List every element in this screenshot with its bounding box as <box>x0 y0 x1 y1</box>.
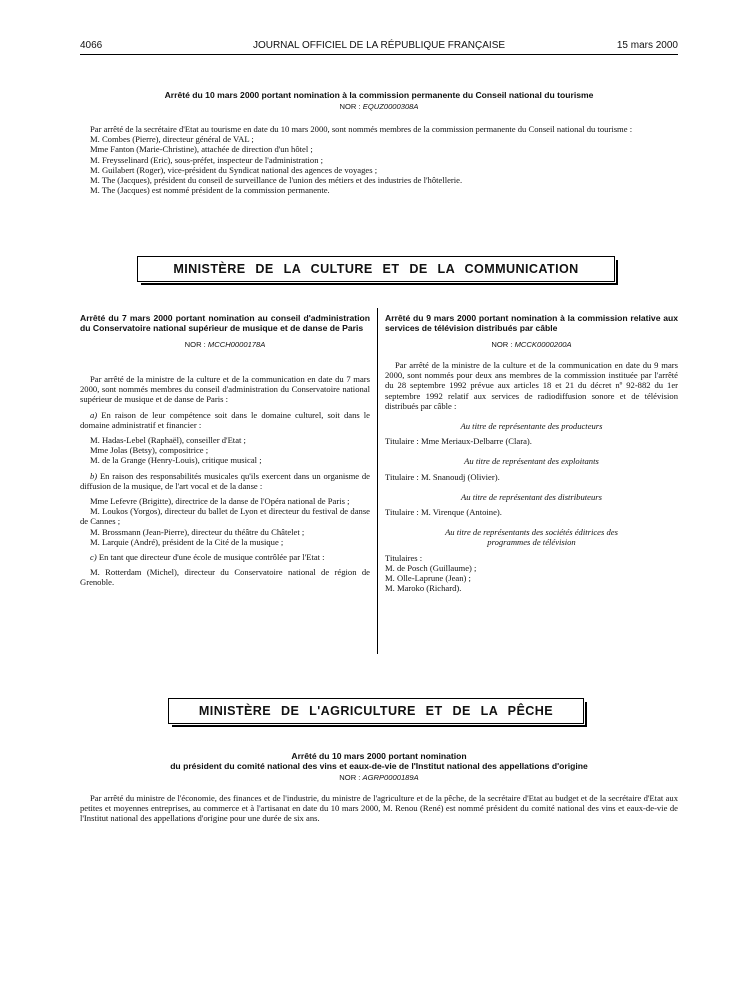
nor-reference <box>80 102 678 112</box>
ministry-name: MINISTÈRE DE L'AGRICULTURE ET DE LA PÊCHE <box>198 704 554 718</box>
group-marker: a) <box>90 409 98 420</box>
titulaire-line: Titulaires : <box>385 552 423 563</box>
group-marker: b) <box>90 470 98 481</box>
titulaire-line: Titulaire : M. Snanoudj (Olivier). <box>385 471 500 482</box>
ministry-banner-agriculture <box>168 698 584 724</box>
decree-body <box>80 793 678 824</box>
member-line: Mme Lefevre (Brigitte), directrice de la danse de l'Opéra national de Paris ; <box>90 496 350 507</box>
titulaire-line: M. Olle-Laprune (Jean) ; <box>385 573 471 584</box>
member-line: M. Rotterdam (Michel), directeur du Conservatoire national de région de Grenoble. <box>80 567 370 588</box>
decree-tourism <box>80 90 678 195</box>
group-heading: a) En raison de leur compétence soit dans le domaine culturel, soit dans le domaine administratif et financier : <box>80 409 370 430</box>
member-line: Mme Fanton (Marie-Christine), attachée de direction d'un hôtel ; <box>90 144 313 155</box>
publication-date: 15 mars 2000 <box>616 40 678 51</box>
capacity-heading: Au titre de représentant des distributeurs <box>461 491 602 502</box>
titulaire-line: Titulaire : M. Virenque (Antoine). <box>385 507 502 518</box>
nor-label: NOR : <box>339 773 361 782</box>
page-number: 4066 <box>80 40 103 51</box>
member-line: M. Brossmann (Jean-Pierre), directeur du théâtre du Châtelet ; <box>90 526 305 537</box>
decree-title-line: du président du comité national des vins et eaux-de-vie de l'Institut national des appellations d'origine <box>170 761 588 771</box>
decree-body <box>80 124 678 195</box>
nor-code: AGRP0000189A <box>362 773 419 782</box>
member-line: Mme Jolas (Betsy), compositrice ; <box>90 445 209 456</box>
decree-text: Par arrêté du ministre de l'économie, des finances et de l'industrie, du ministre de l'agriculture et de la pêche, de la secrétaire d'Etat au budget et de la secrétaire d'Etat aux petites et moyennes entreprises, au commerce et à l'artisanat en date du 10 mars 2000, M. Renou (René) est nommé président du comité national des vins et eaux-de-vie de l'Institut national des appellations d'origine pour une durée de six ans. <box>80 793 678 824</box>
nor-label: NOR : <box>491 340 513 349</box>
nor-code: EQUZ0000308A <box>362 102 419 111</box>
member-line: M. Guilabert (Roger), vice-président du Syndicat national des agences de voyages ; <box>90 164 378 175</box>
header-rule <box>80 54 678 55</box>
titulaire-line: M. de Posch (Guillaume) ; <box>385 562 477 573</box>
decree-conservatoire <box>80 313 370 588</box>
ministry-name: MINISTÈRE DE LA CULTURE ET DE LA COMMUNICATION <box>173 262 579 276</box>
decree-title: Arrêté du 7 mars 2000 portant nomination au conseil d'administration du Conservatoire national supérieur de musique et de danse de Paris <box>80 313 370 333</box>
group-marker: c) <box>90 552 97 563</box>
decree-intro: Par arrêté de la ministre de la culture et de la communication en date du 9 mars 2000, sont nommés pour deux ans membres de la commission instituée par l'arrêté du 28 septembre 1992 prévue aux articles 18 et 21 du décret nº 92-882 du 1er septembre 1992 relatif aux services de radiodiffusion sonore et de télévision distribués par câble : <box>385 360 678 411</box>
nor-reference <box>80 340 370 350</box>
column-divider <box>377 308 378 654</box>
decree-body <box>385 360 678 593</box>
decree-intro: Par arrêté de la ministre de la culture et de la communication en date du 7 mars 2000, sont nommés membres du conseil d'administration du Conservatoire national supérieur de musique et de danse de Paris : <box>80 374 370 405</box>
group-heading: c) En tant que directeur d'une école de musique contrôlée par l'Etat : <box>90 552 325 563</box>
nor-code: MCCH0000178A <box>207 340 266 349</box>
member-line: M. Combes (Pierre), directeur général de VAL ; <box>90 134 254 145</box>
titulaire-line: M. Maroko (Richard). <box>385 583 462 594</box>
nor-label: NOR : <box>184 340 206 349</box>
member-line: M. The (Jacques) est nommé président de la commission permanente. <box>90 185 330 196</box>
member-line: M. The (Jacques), président du conseil de surveillance de l'union des métiers et des industries de l'hôtellerie. <box>90 175 463 186</box>
member-line: M. Hadas-Lebel (Raphaël), conseiller d'Etat ; <box>90 435 246 446</box>
member-line: M. Loukos (Yorgos), directeur du ballet de Lyon et directeur du festival de danse de Cannes ; <box>80 506 370 527</box>
member-line: M. de la Grange (Henry-Louis), critique musical ; <box>90 455 262 466</box>
member-line: M. Freysselinard (Eric), sous-préfet, inspecteur de l'administration ; <box>90 154 324 165</box>
journal-title: JOURNAL OFFICIEL DE LA RÉPUBLIQUE FRANÇAISE <box>252 40 506 51</box>
decree-title-line: Arrêté du 10 mars 2000 portant nomination <box>291 751 467 761</box>
nor-code: MCCK0000200A <box>514 340 572 349</box>
decree-cable-tv <box>385 313 678 593</box>
titulaire-line: Titulaire : Mme Meriaux-Delbarre (Clara). <box>385 436 532 447</box>
decree-title: Arrêté du 9 mars 2000 portant nomination à la commission relative aux services de télévision distribués par câble <box>385 313 678 333</box>
member-line: M. Larquie (André), président de la Cité de la musique ; <box>90 536 284 547</box>
decree-title: Arrêté du 10 mars 2000 portant nomination à la commission permanente du Conseil national du tourisme <box>164 90 594 100</box>
decree-inao <box>80 751 678 824</box>
decree-body <box>80 374 370 588</box>
running-header <box>80 40 678 52</box>
group-heading: b) En raison des responsabilités musicales qu'ils exercent dans un organisme de diffusion de la musique, de l'art vocal et de la danse : <box>80 470 370 491</box>
decree-intro: Par arrêté de la secrétaire d'Etat au tourisme en date du 10 mars 2000, sont nommés membres de la commission permanente du Conseil national du tourisme : <box>90 124 633 134</box>
nor-label: NOR : <box>339 102 361 111</box>
capacity-heading: Au titre de représentant des exploitants <box>464 456 599 467</box>
capacity-heading: Au titre de représentante des producteurs <box>460 421 603 432</box>
nor-reference <box>385 340 678 350</box>
ministry-banner-culture <box>137 256 615 282</box>
capacity-heading: Au titre de représentants des sociétés éditrices des programmes de télévision <box>445 527 618 548</box>
nor-reference <box>80 773 678 783</box>
